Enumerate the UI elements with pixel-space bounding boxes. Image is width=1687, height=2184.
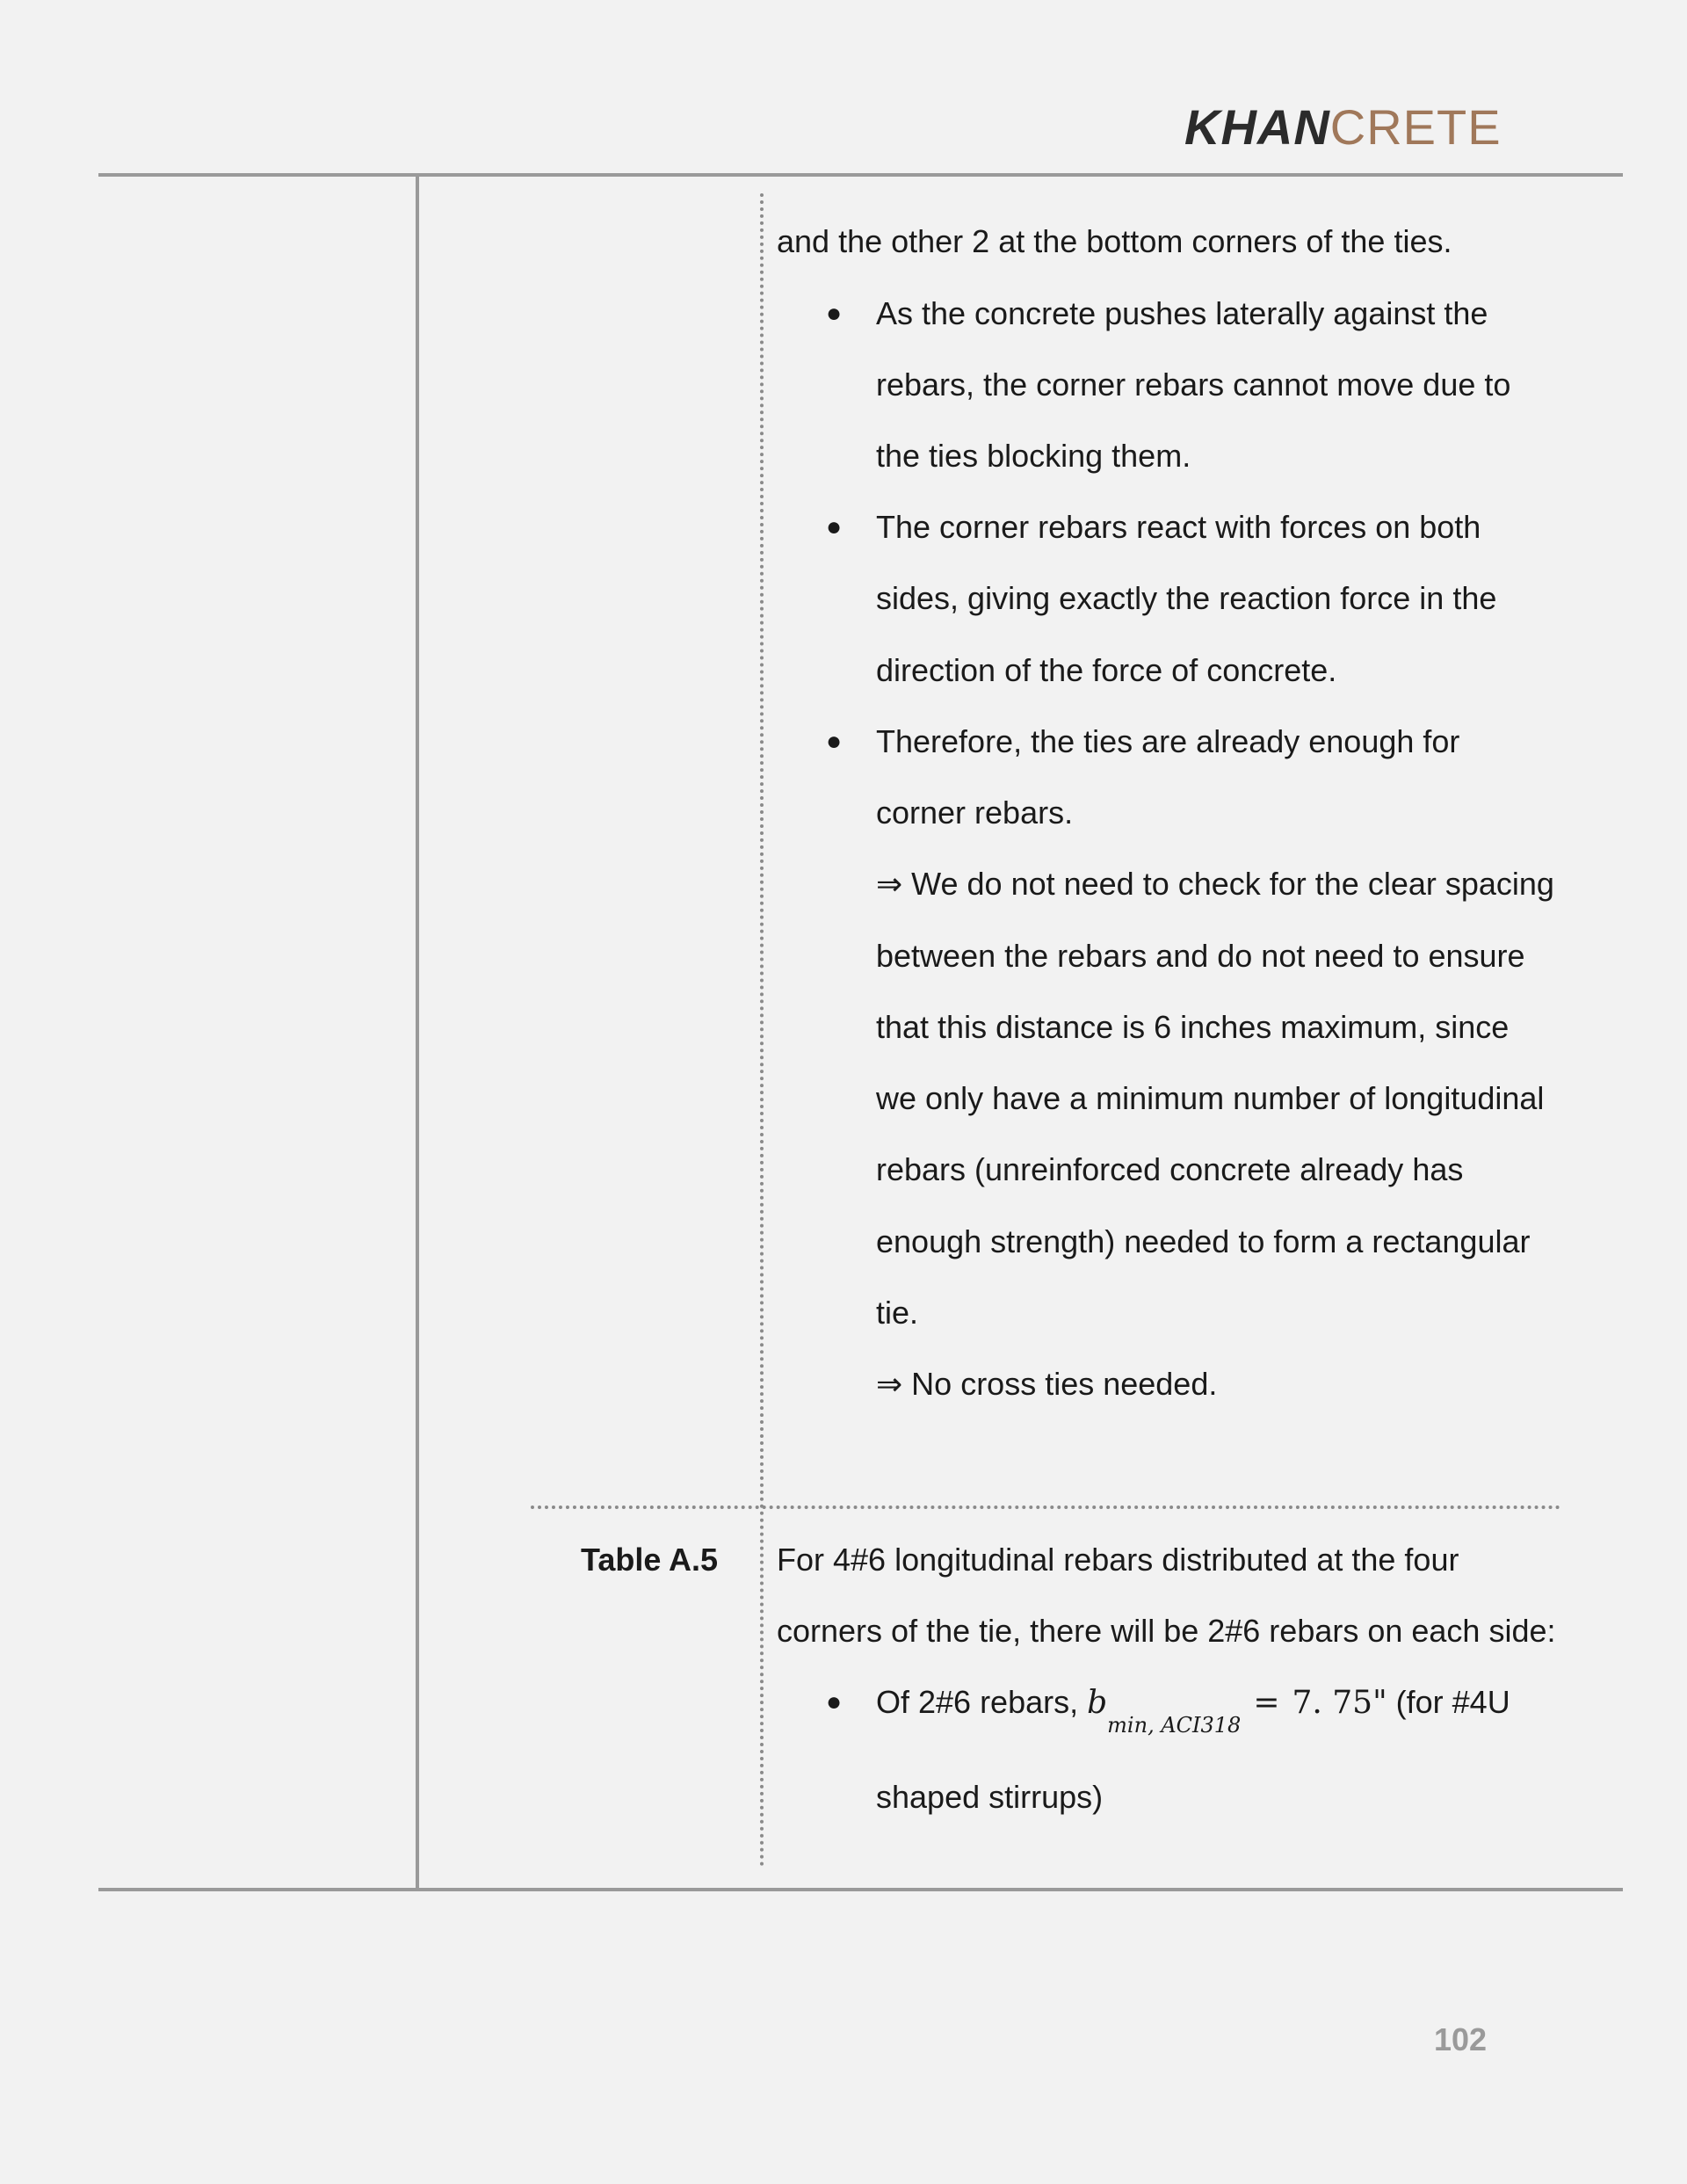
body-line: rebars (unreinforced concrete already has [876, 1151, 1464, 1187]
body-line: Therefore, the ties are already enough for [876, 723, 1460, 759]
page-number: 102 [1434, 2021, 1488, 2057]
formula-value: 7. 75" [1292, 1685, 1387, 1721]
logo-light-text: CRETE [1329, 99, 1502, 155]
bullet-icon: ● [826, 299, 843, 328]
table-line: For 4#6 longitudinal rebars distributed at the four [777, 1542, 1459, 1578]
bottom-rule [98, 1888, 1623, 1891]
body-line: ⇒ We do not need to check for the clear spacing [876, 866, 1554, 902]
body-line: direction of the force of concrete. [876, 652, 1337, 688]
formula-continuation: shaped stirrups) [876, 1779, 1104, 1815]
dotted-column-divider [760, 193, 764, 1868]
bullet-icon: ● [826, 727, 843, 756]
logo-bold-text: KHAN [1184, 99, 1330, 155]
formula-line [876, 1666, 1510, 1742]
column-divider [416, 175, 419, 1890]
body-line: enough strength) needed to form a rectangular [876, 1223, 1531, 1259]
formula-prefix: Of 2#6 rebars, [876, 1684, 1088, 1720]
body-line: rebars, the corner rebars cannot move due to [876, 366, 1511, 403]
table-label: Table A.5 [581, 1542, 719, 1578]
top-rule [98, 173, 1623, 177]
body-line: sides, giving exactly the reaction force in the [876, 580, 1497, 616]
body-line: between the rebars and do not need to ensure [876, 938, 1525, 974]
body-line: tie. [876, 1295, 919, 1331]
bullet-icon: ● [826, 1687, 843, 1716]
body-line: we only have a minimum number of longitudinal [876, 1080, 1545, 1116]
body-line: The corner rebars react with forces on both [876, 509, 1481, 545]
body-line: that this distance is 6 inches maximum, since [876, 1009, 1510, 1045]
formula-suffix: (for #4U [1387, 1684, 1510, 1720]
body-line: corner rebars. [876, 795, 1074, 831]
formula-equals: = [1253, 1685, 1280, 1721]
body-line: ⇒ No cross ties needed. [876, 1366, 1218, 1402]
bullet-icon: ● [826, 512, 843, 541]
formula-subscript: min, ACI318 [1107, 1713, 1242, 1738]
body-line: As the concrete pushes laterally against the [876, 295, 1488, 331]
dotted-row-divider [531, 1506, 1560, 1509]
table-line: corners of the tie, there will be 2#6 rebars on each side: [777, 1613, 1556, 1649]
brand-logo [1184, 98, 1502, 156]
body-line: and the other 2 at the bottom corners of the ties. [777, 223, 1452, 259]
formula-variable: b [1087, 1685, 1108, 1721]
body-line: the ties blocking them. [876, 438, 1191, 474]
